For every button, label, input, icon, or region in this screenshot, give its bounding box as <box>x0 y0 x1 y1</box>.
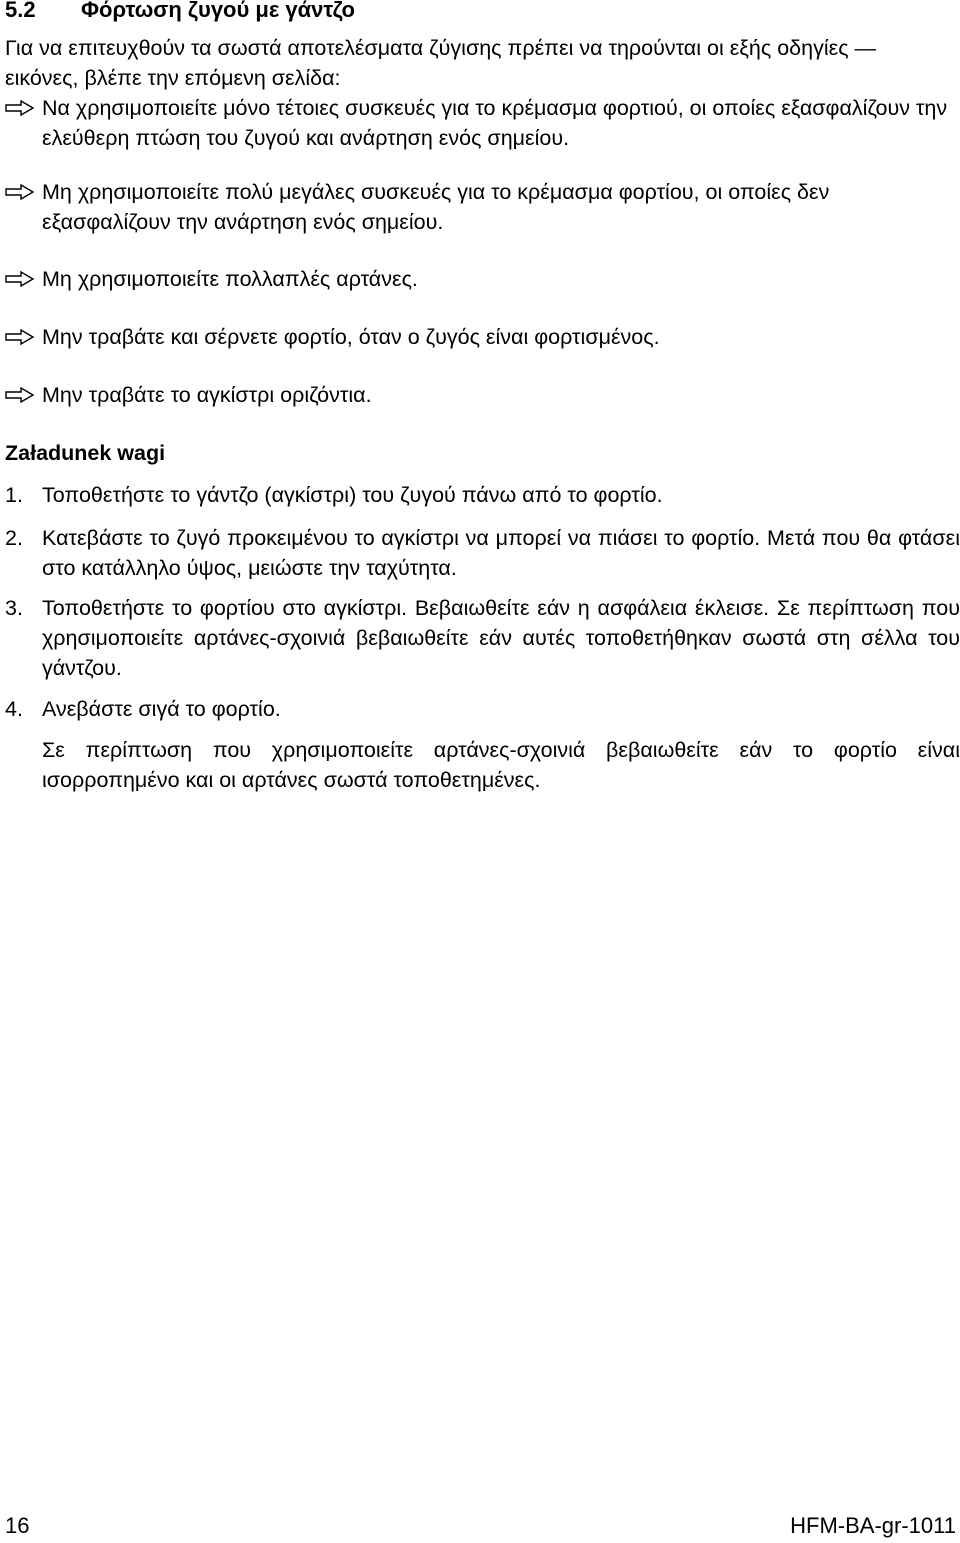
step-number: 4. <box>5 697 23 721</box>
page-number: 16 <box>5 1513 30 1538</box>
bullet-text: Μη χρησιμοποιείτε πολύ μεγάλες συσκευές για το κρέμασμα φορτίου, οι οποίες δεν εξασφαλίζουν την ανάρτηση ενός σημείου. <box>42 180 830 234</box>
arrow-right-outline-icon <box>5 184 35 200</box>
step-text: Κατεβάστε το ζυγό προκειμένου το αγκίστρι να μπορεί να πιάσει το φορτίο. Μετά που θα φτάσει στο κατάλληλο ύψος, μειώστε την ταχύτητα. <box>42 526 960 580</box>
arrow-right-outline-icon <box>5 271 35 287</box>
bullet-text: Μη χρησιμοποιείτε πολλαπλές αρτάνες. <box>42 267 418 291</box>
section-title: Φόρτωση ζυγού με γάντζο <box>81 0 355 22</box>
bullet-text: Να χρησιμοποιείτε μόνο τέτοιες συσκευές για το κρέμασμα φορτιού, οι οποίες εξασφαλίζουν την ελεύθερη πτώση του ζυγού και ανάρτηση ενός σημείου. <box>42 96 948 150</box>
bullet-text: Μην τραβάτε το αγκίστρι οριζόντια. <box>42 383 372 407</box>
step-number: 1. <box>5 483 23 507</box>
intro-paragraph: Για να επιτευχθούν τα σωστά αποτελέσματα ζύγισης πρέπει να τηρούνται οι εξής οδηγίες — εικόνες, βλέπε την επόμενη σελίδα: <box>5 36 877 90</box>
arrow-right-outline-icon <box>5 329 35 345</box>
step-number: 2. <box>5 526 23 550</box>
step-item <box>5 694 960 724</box>
subheading: Załadunek wagi <box>5 441 166 465</box>
bullet-item <box>5 380 955 410</box>
step-number: 3. <box>5 596 23 620</box>
step-text: Ανεβάστε σιγά το φορτίο. <box>42 697 281 721</box>
note-paragraph: Σε περίπτωση που χρησιμοποιείτε αρτάνες-σχοινιά βεβαιωθείτε εάν το φορτίο είναι ισορροπημένο και οι αρτάνες σωστά τοποθετημένες. <box>42 738 960 792</box>
step-item <box>5 480 960 510</box>
step-text: Τοποθετήστε το γάντζο (αγκίστρι) του ζυγού πάνω από το φορτίο. <box>42 483 663 507</box>
bullet-text: Μην τραβάτε και σέρνετε φορτίο, όταν ο ζυγός είναι φορτισμένος. <box>42 325 660 349</box>
arrow-right-outline-icon <box>5 100 35 116</box>
bullet-item <box>5 322 955 352</box>
step-item <box>5 593 960 683</box>
arrow-right-outline-icon <box>5 387 35 403</box>
step-text: Τοποθετήστε το φορτίου στο αγκίστρι. Βεβαιωθείτε εάν η ασφάλεια έκλεισε. Σε περίπτωση που χρησιμοποιείτε αρτάνες-σχοινιά βεβαιωθείτε εάν αυτές τοποθετήθηκαν σωστά στη σέλλα του γάντζου. <box>42 596 960 680</box>
bullet-item <box>5 264 955 294</box>
document-code: HFM-BA-gr-1011 <box>790 1513 956 1538</box>
step-item <box>5 523 960 583</box>
section-heading <box>5 0 355 23</box>
section-number: 5.2 <box>5 0 36 22</box>
bullet-item <box>5 177 955 237</box>
bullet-item <box>5 93 955 153</box>
